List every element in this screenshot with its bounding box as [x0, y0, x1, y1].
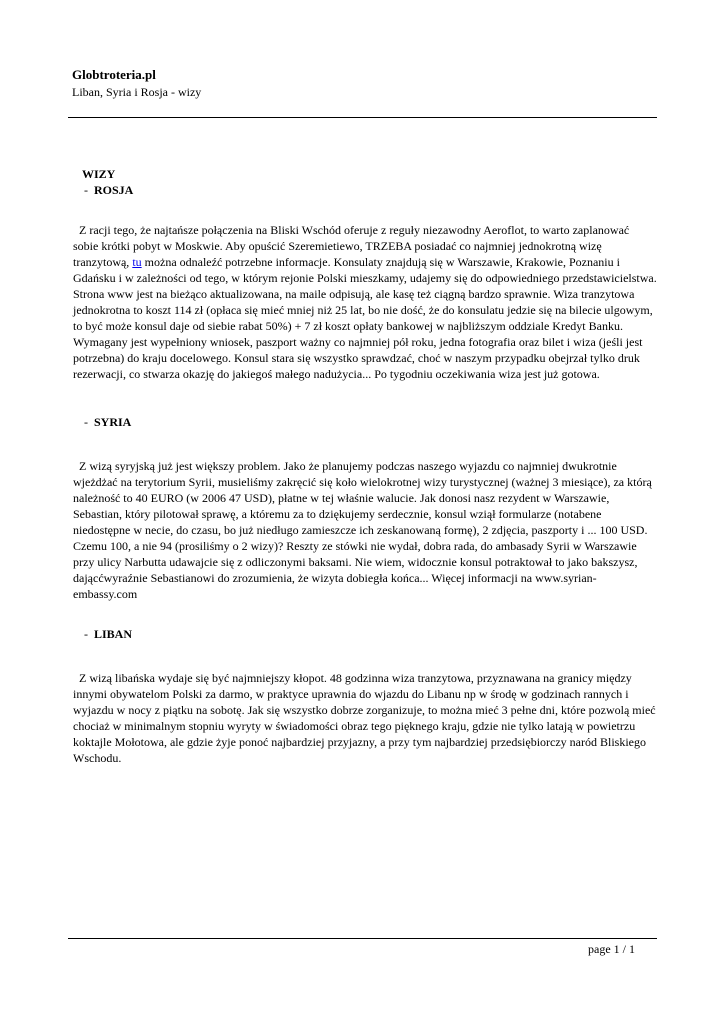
- page-number: page 1 / 1: [588, 942, 635, 956]
- section-heading-syria: [73, 414, 657, 430]
- paragraph-rosja: [73, 222, 657, 382]
- heading-dash: -: [84, 627, 88, 641]
- heading-label: ROSJA: [94, 183, 134, 197]
- main-heading: WIZY: [82, 167, 116, 181]
- heading-dash: -: [84, 183, 88, 197]
- paragraph-syria: Z wizą syryjską już jest większy problem. Jako że planujemy podczas naszego wyjazdu co najmniej dwukrotnie wjeżdżać na terytorium Syrii, musieliśmy zakręcić się koło wielokrotnej wizy turystycznej (ważnej 3 miesiące), za którą należność to 40 EURO (w 2006 47 USD), płatne w tej właśnie walucie. Jak donosi nasz rezydent w Warszawie, Sebastian, który pilotował sprawę, a któremu za to dziękujemy serdecznie, konsul wziął formularze (notabene niedostępne w necie, do czasu, bo już niedługo zamieszcze ich zeskanowaną formę), 2 zdjęcia, paszporty i ... 100 USD. Czemu 100, a nie 94 (prosiliśmy o 2 wizy)? Reszty ze stówki nie wydał, dobra rada, do ambasady Syrii w Warszawie przy ulicy Narbutta udawajcie się z odliczonymi baksami. Nie wiem, widocznie konsul potraktował to jako bakszysz, dającćwyraźnie Sebastianowi do zrozumienia, że wizyta dobiegła końca... Więcej informacji na www.syrian-embassy.com: [73, 459, 652, 601]
- footer-divider: [68, 938, 657, 939]
- site-title: Globtroteria.pl: [72, 67, 156, 82]
- document-subtitle: Liban, Syria i Rosja - wizy: [72, 85, 202, 99]
- paragraph-text: Z racji tego, że najtańsze połączenia na Bliski Wschód oferuje z reguły niezawodny Aeroflot, to warto zaplanować sobie krótki pobyt w Moskwie. Aby opuścić Szeremietiewo, TRZEBA posiadać co najmniej jednokrotną wizę tranzytową,: [73, 223, 630, 269]
- header-divider: [68, 117, 657, 118]
- document-header: [72, 67, 657, 100]
- paragraph-liban: Z wizą libańska wydaje się być najmniejszy kłopot. 48 godzinna wiza tranzytowa, przyznawana na granicy między innymi obywatelom Polski za darmo, w praktyce uprawnia do wjazdu do Libanu np w środę w godzinach rannych i wyjazdu w nocy z piątku na sobotę. Jak się wszystko dobrze zorganizuje, to można mieć 3 pełne dni, które pozwolą mieć chociaż w minimalnym stopniu wyryty w świadomości obraz tego pięknego kraju, gdzie nie tylko latają w powietrzu koktajle Mołotowa, ale gdzie żyje ponoć najbardziej przyjazny, a przy tym najbardziej przedsiębiorczy naród Bliskiego Wschodu.: [73, 671, 656, 765]
- heading-label: LIBAN: [94, 627, 133, 641]
- document-body: [73, 166, 657, 766]
- section-heading-rosja: [73, 182, 657, 198]
- section-heading-liban: [73, 626, 657, 642]
- heading-label: SYRIA: [94, 415, 132, 429]
- heading-dash: -: [84, 415, 88, 429]
- paragraph-text: można odnaleźć potrzebne informacje. Konsulaty znajdują się w Warszawie, Krakowie, Poznaniu i Gdańsku i w zależności od tego, w którym rejonie Polski mieszkamy, udajemy się do odpowiedniego przedstawicielstwa. Strona www jest na bieżąco aktualizowana, na maile odpisują, ale kasę też ciągną bardzo sprawnie. Wiza tranzytowa jednokrotna to koszt 114 zł (opłaca się mieć mniej niż 25 lat, bo nie dość, że do konsulatu jedzie się na bilecie ulgowym, to być może konsul daje od siebie rabat 50%) + 7 zł koszt opłaty bankowej w najbliższym oddziale Kredyt Banku. Wymagany jest wypełniony wniosek, paszport ważny co najmniej pół roku, jedna fotografia oraz bilet i wiza (jeśli jest potrzebna) do kraju docelowego. Konsul stara się wszystko sprawdzać, choć w naszym przypadku obejrzał tylko druk rezerwacji, co stwarza okazję do jakiegoś małego nadużycia... Po tygodniu oczekiwania wiza jest już gotowa.: [73, 255, 657, 381]
- info-link[interactable]: tu: [132, 255, 142, 269]
